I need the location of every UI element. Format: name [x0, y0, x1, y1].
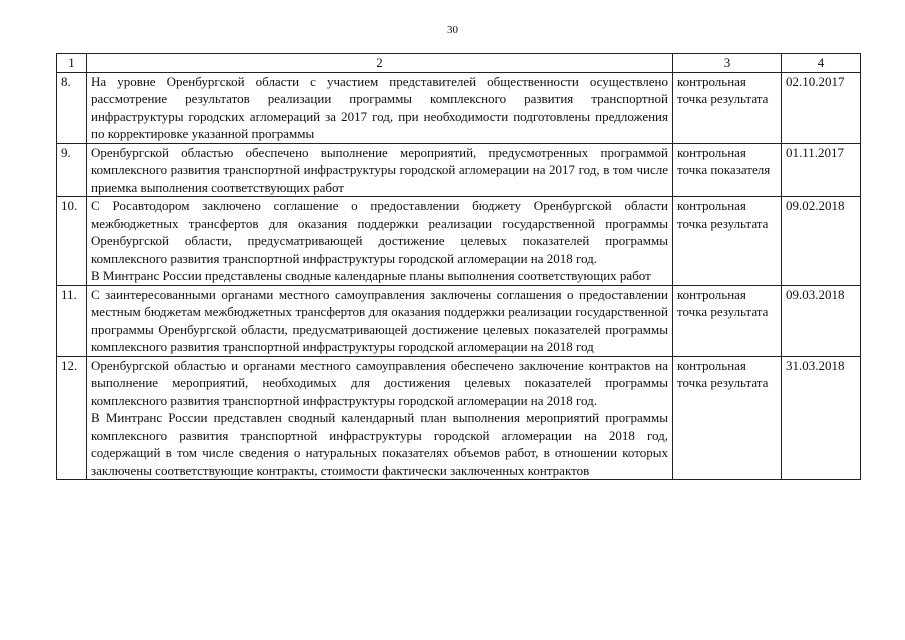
milestones-table	[56, 53, 861, 480]
table-header-row	[57, 54, 861, 73]
milestone-description	[87, 285, 673, 356]
row-number: 10.	[57, 197, 87, 286]
row-number: 9.	[57, 143, 87, 197]
column-header-3: 3	[673, 54, 782, 73]
row-number: 12.	[57, 356, 87, 480]
milestone-date: 01.11.2017	[782, 143, 861, 197]
page-number: 30	[447, 24, 458, 36]
milestone-type: контрольная точка результата	[673, 72, 782, 143]
milestone-date: 09.03.2018	[782, 285, 861, 356]
row-number: 11.	[57, 285, 87, 356]
description-paragraph: Оренбургской областью обеспечено выполнение мероприятий, предусмотренных программой комплексного развития транспортной инфраструктуры городской агломерации на 2017 год, в том числе приемка выполнения соответствующих работ	[91, 144, 668, 195]
milestone-type: контрольная точка результата	[673, 197, 782, 286]
column-header-1: 1	[57, 54, 87, 73]
milestone-date: 31.03.2018	[782, 356, 861, 480]
table-row	[57, 197, 861, 286]
row-number: 8.	[57, 72, 87, 143]
table-row	[57, 285, 861, 356]
milestone-type: контрольная точка показателя	[673, 143, 782, 197]
milestone-description	[87, 356, 673, 480]
milestone-type: контрольная точка результата	[673, 356, 782, 480]
table-row	[57, 143, 861, 197]
column-header-2: 2	[87, 54, 673, 73]
milestone-description	[87, 72, 673, 143]
column-header-4: 4	[782, 54, 861, 73]
table-row	[57, 72, 861, 143]
description-paragraph: На уровне Оренбургской области с участием представителей общественности осуществлено рассмотрение результатов реализации программы комплексного развития транспортной инфраструктуры городских агломераций за 2017 год, при необходимости подготовлены предложения по корректировке указанной программы	[91, 73, 668, 141]
milestone-description	[87, 197, 673, 286]
description-paragraph: В Минтранс России представлен сводный календарный план выполнения мероприятий программы комплексного развития транспортной инфраструктуры городской агломерации на 2018 год, содержащий в том числе сведения о натуральных показателях объемов работ, в отношении которых заключены соответствующие контракты, стоимости фактически заключенных контрактов	[91, 410, 668, 478]
description-paragraph: С заинтересованными органами местного самоуправления заключены соглашения о предоставлении местным бюджетам межбюджетных трансфертов для оказания поддержки реализации государственной программы Оренбургской области, предусматривающей достижение целевых показателей программы комплексного развития транспортной инфраструктуры городской агломерации на 2018 год	[91, 286, 668, 354]
description-paragraph: С Росавтодором заключено соглашение о предоставлении бюджету Оренбургской области межбюджетных трансфертов для оказания поддержки реализации государственной программы Оренбургской области, предусматривающей достижение целевых показателей программы комплексного развития транспортной инфраструктуры городской агломерации на 2018 год.	[91, 198, 668, 266]
milestone-type: контрольная точка результата	[673, 285, 782, 356]
description-paragraph: Оренбургской областью и органами местного самоуправления обеспечено заключение контрактов на выполнение мероприятий, необходимых для достижения целевых показателей программы комплексного развития транспортной инфраструктуры городской агломерации на 2018 год.	[91, 357, 668, 408]
description-paragraph: В Минтранс России представлены сводные календарные планы выполнения соответствующих работ	[91, 268, 651, 283]
table-row	[57, 356, 861, 480]
milestone-description	[87, 143, 673, 197]
milestone-date: 09.02.2018	[782, 197, 861, 286]
milestone-date: 02.10.2017	[782, 72, 861, 143]
